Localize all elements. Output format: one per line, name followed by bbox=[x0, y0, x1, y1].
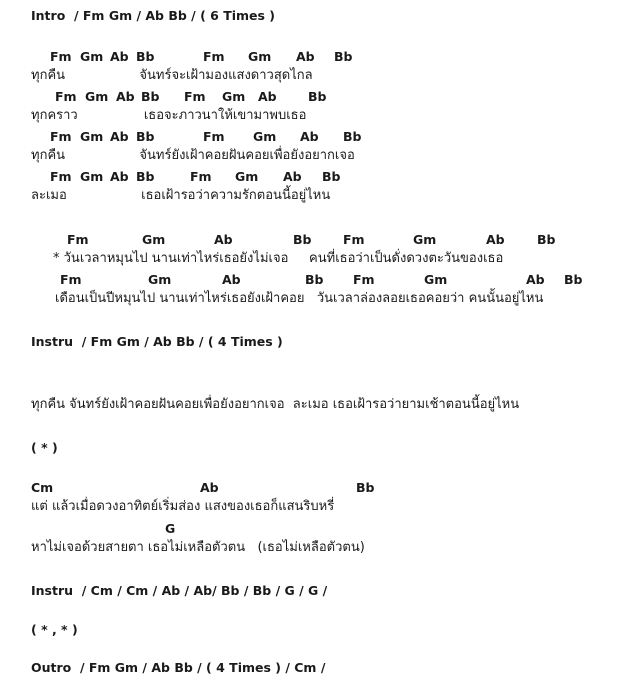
chord: Fm bbox=[50, 129, 72, 144]
chord: Ab bbox=[214, 232, 233, 247]
chord: Ab bbox=[296, 49, 315, 64]
chord: G bbox=[165, 521, 176, 536]
chord: Fm bbox=[60, 272, 82, 287]
chord: Gm bbox=[148, 272, 172, 287]
instru-line-1: Instru / Fm Gm / Ab Bb / ( 4 Times ) bbox=[31, 334, 283, 349]
lyric-line: ทุกคืน จันทร์ยังเฝ้าคอยฝันคอยเพื่อยังอยากเจอ bbox=[31, 148, 355, 163]
chord: Cm bbox=[31, 480, 54, 495]
chord: Ab bbox=[526, 272, 545, 287]
chord: Bb bbox=[564, 272, 583, 287]
chord: Bb bbox=[322, 169, 341, 184]
chord: Fm bbox=[50, 49, 72, 64]
chord: Ab bbox=[116, 89, 135, 104]
chord: Gm bbox=[413, 232, 437, 247]
chord: Bb bbox=[136, 49, 155, 64]
chord: Ab bbox=[110, 169, 129, 184]
chord: Fm bbox=[203, 49, 225, 64]
chord: Bb bbox=[136, 169, 155, 184]
chord: Bb bbox=[141, 89, 160, 104]
chord: Fm bbox=[55, 89, 77, 104]
lyric-line: แต่ แล้วเมื่อดวงอาทิตย์เริ่มส่อง แสงของเธอก็แสนริบหรี่ bbox=[31, 499, 335, 514]
chord: Gm bbox=[253, 129, 277, 144]
instru-line-2: Instru / Cm / Cm / Ab / Ab/ Bb / Bb / G / G / bbox=[31, 583, 328, 598]
chord: Ab bbox=[486, 232, 505, 247]
chord: Bb bbox=[308, 89, 327, 104]
chord: Ab bbox=[258, 89, 277, 104]
chord: Bb bbox=[293, 232, 312, 247]
chord: Ab bbox=[110, 129, 129, 144]
chord: Bb bbox=[305, 272, 324, 287]
chord: Gm bbox=[142, 232, 166, 247]
chord: Ab bbox=[300, 129, 319, 144]
chord: Fm bbox=[203, 129, 225, 144]
chord: Fm bbox=[343, 232, 365, 247]
chord: Fm bbox=[184, 89, 206, 104]
chord: Gm bbox=[80, 169, 104, 184]
chord: Bb bbox=[136, 129, 155, 144]
chord: Gm bbox=[85, 89, 109, 104]
lyric-line: ทุกคืน จันทร์จะเฝ้ามองแสงดาวสุดไกล bbox=[31, 68, 313, 83]
verse2-lyric: ทุกคืน จันทร์ยังเฝ้าคอยฝันคอยเพื่อยังอยากเจอ ละเมอ เธอเฝ้ารอว่ายามเช้าตอนนี้อยู่ไหน bbox=[31, 397, 520, 412]
chord: Bb bbox=[356, 480, 375, 495]
chord: Gm bbox=[80, 129, 104, 144]
lyric-line: * วันเวลาหมุนไป นานเท่าไหร่เธอยังไม่เจอ คนที่เธอว่าเป็นดั่งดวงตะวันของเธอ bbox=[53, 251, 504, 266]
chord: Gm bbox=[424, 272, 448, 287]
chorus-reference-double: ( * , * ) bbox=[31, 622, 78, 637]
chord: Ab bbox=[110, 49, 129, 64]
chord: Bb bbox=[537, 232, 556, 247]
chord: Gm bbox=[80, 49, 104, 64]
lyric-line: ละเมอ เธอเฝ้ารอว่าความรักตอนนี้อยู่ไหน bbox=[31, 188, 331, 203]
chorus-reference: ( * ) bbox=[31, 440, 58, 455]
chord: Fm bbox=[50, 169, 72, 184]
chord: Ab bbox=[200, 480, 219, 495]
chord: Fm bbox=[353, 272, 375, 287]
chord: Gm bbox=[248, 49, 272, 64]
chord: Gm bbox=[222, 89, 246, 104]
lyric-line: หาไม่เจอด้วยสายตา เธอไม่เหลือตัวตน (เธอไม่เหลือตัวตน) bbox=[31, 540, 365, 555]
chord: Bb bbox=[334, 49, 353, 64]
outro-line: Outro / Fm Gm / Ab Bb / ( 4 Times ) / Cm / bbox=[31, 660, 326, 675]
chord: Ab bbox=[222, 272, 241, 287]
chord: Fm bbox=[67, 232, 89, 247]
intro-line: Intro / Fm Gm / Ab Bb / ( 6 Times ) bbox=[31, 8, 276, 23]
chord: Ab bbox=[283, 169, 302, 184]
chord: Gm bbox=[235, 169, 259, 184]
chord: Bb bbox=[343, 129, 362, 144]
chord: Fm bbox=[190, 169, 212, 184]
lyric-line: เดือนเป็นปีหมุนไป นานเท่าไหร่เธอยังเฝ้าคอย วันเวลาล่องลอยเธอคอยว่า คนนั้นอยู่ไหน bbox=[55, 291, 544, 306]
lyric-line: ทุกคราว เธอจะภาวนาให้เขามาพบเธอ bbox=[31, 108, 307, 123]
